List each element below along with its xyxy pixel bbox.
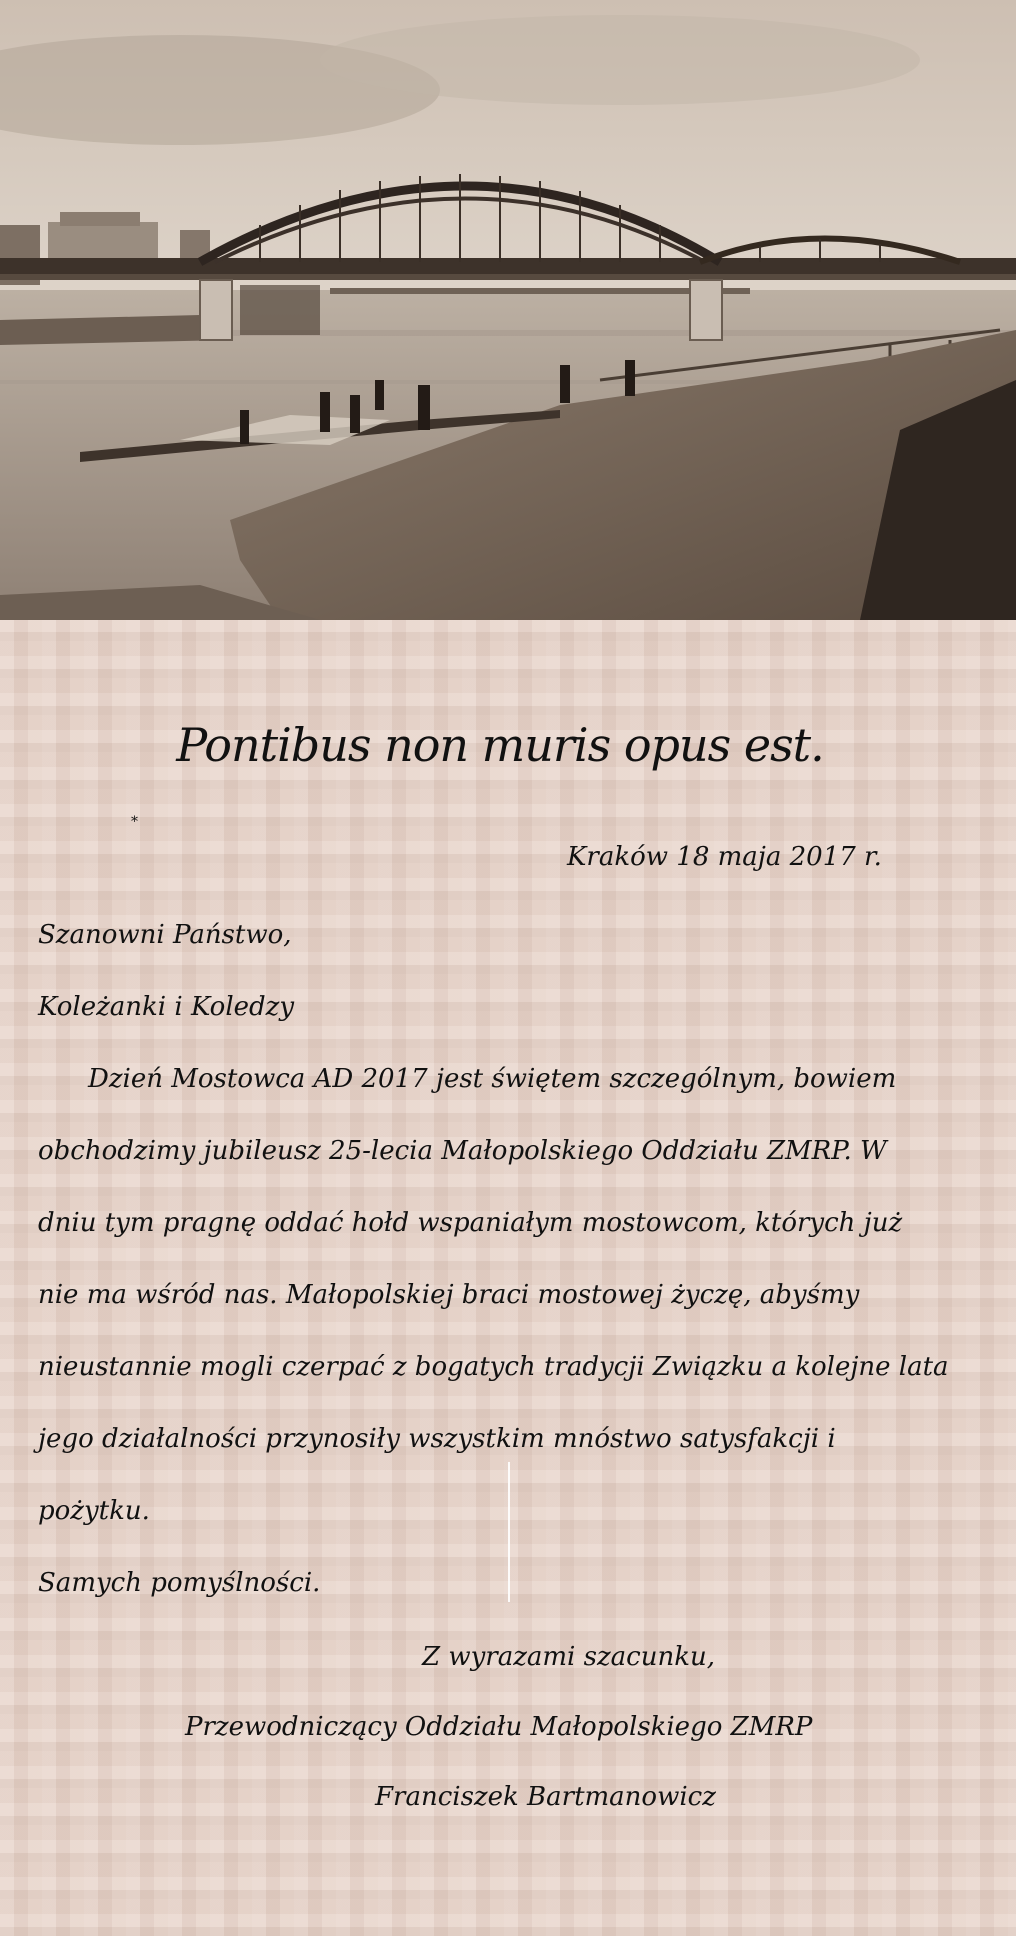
wishes-line: Samych pomyślności. — [38, 1568, 321, 1598]
signer-name: Franciszek Bartmanowicz — [375, 1782, 716, 1812]
bridge-photo — [0, 0, 1016, 620]
body-line: nieustannie mogli czerpać z bogatych tradycji Związku a kolejne lata — [38, 1352, 949, 1382]
body-line: obchodzimy jubileusz 25-lecia Małopolskiego Oddziału ZMRP. W — [38, 1136, 887, 1166]
asterisk: * — [131, 814, 138, 830]
closing-line: Z wyrazami szacunku, — [422, 1642, 715, 1672]
body-line: dniu tym pragnę oddać hołd wspaniałym mostowcom, których już — [38, 1208, 903, 1238]
place-date: Kraków 18 maja 2017 r. — [567, 842, 882, 872]
motto: Pontibus non muris opus est. — [176, 718, 824, 772]
body-line: Dzień Mostowca AD 2017 jest świętem szczególnym, bowiem — [88, 1064, 897, 1094]
body-line: pożytku. — [38, 1496, 150, 1526]
bridge-photo-drawing — [0, 0, 1016, 620]
salutation-line-2: Koleżanki i Koledzy — [38, 992, 295, 1022]
body-line: nie ma wśród nas. Małopolskiej braci mostowej życzę, abyśmy — [38, 1280, 860, 1310]
body-line: jego działalności przynosiły wszystkim mnóstwo satysfakcji i — [38, 1424, 836, 1454]
letter-body — [0, 620, 1016, 1936]
salutation-line-1: Szanowni Państwo, — [38, 920, 292, 950]
text-cursor — [508, 1462, 510, 1602]
signer-title: Przewodniczący Oddziału Małopolskiego ZMRP — [185, 1712, 813, 1742]
